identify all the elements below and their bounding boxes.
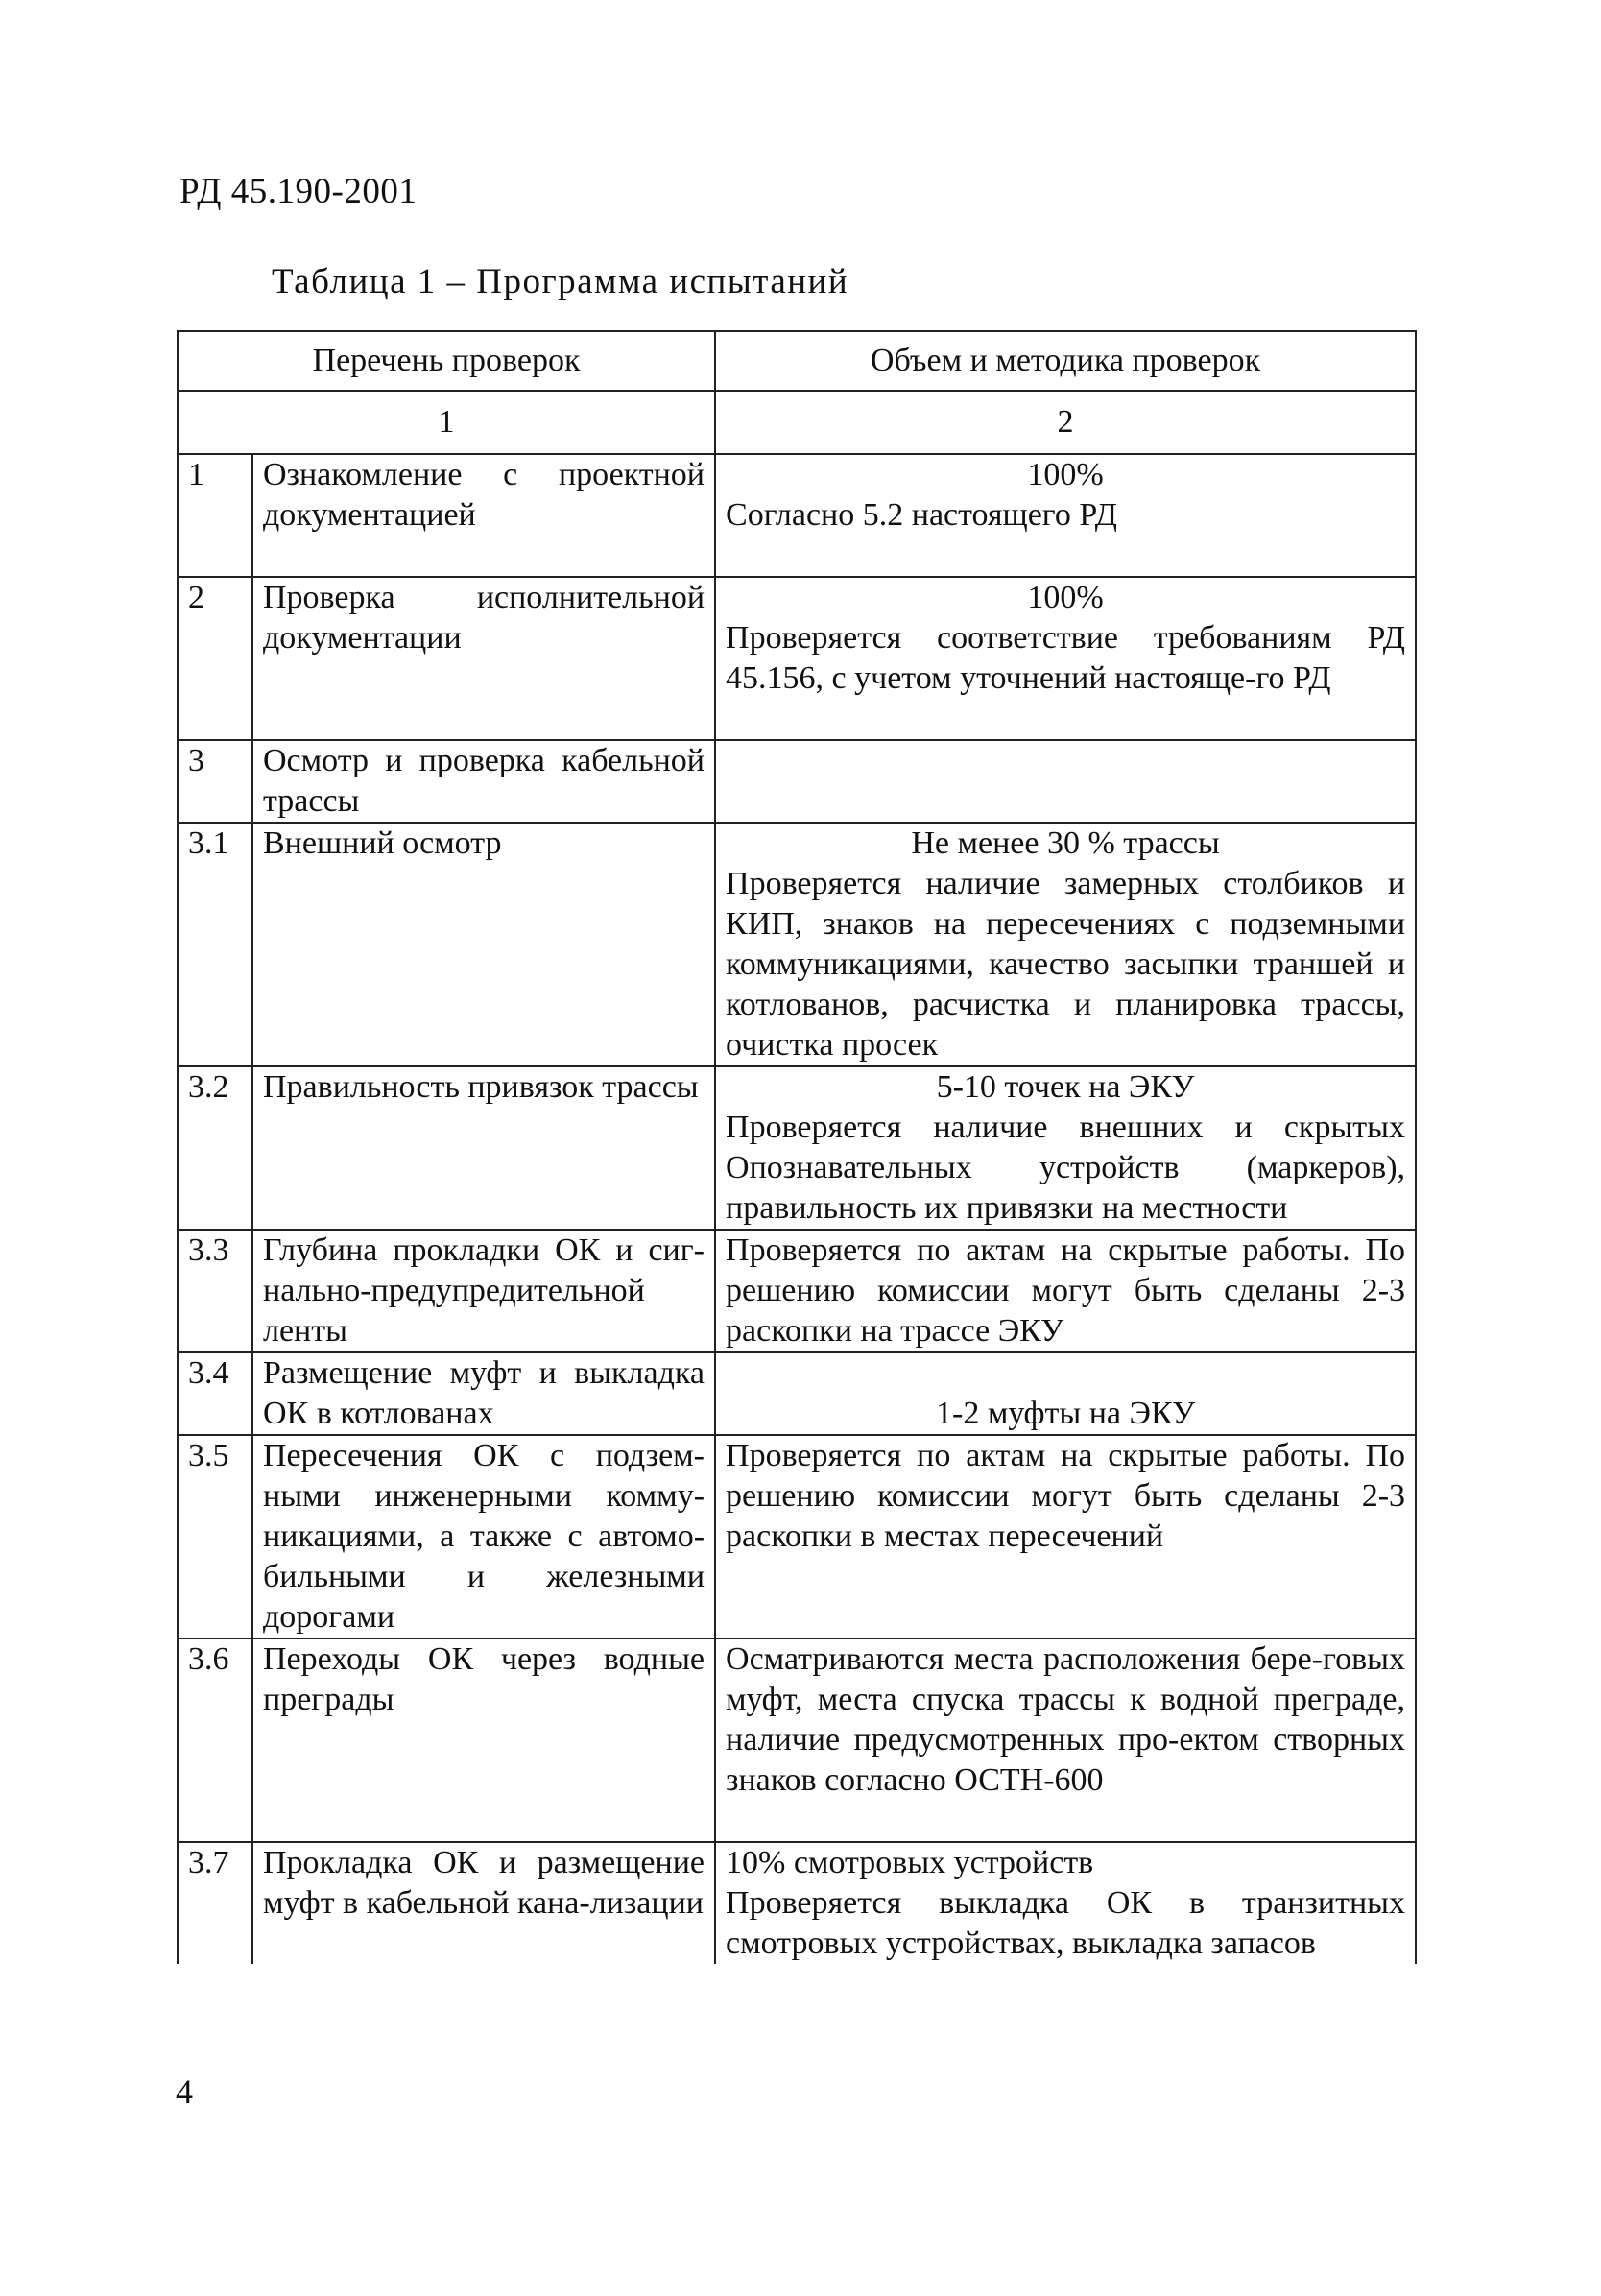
check-method: Осматриваются места расположения бере-говых муфт, места спуска трассы к водной преграде, наличие предусмотренных про-ектом створных знаков согласно ОСТН-600 [726, 1641, 1406, 1798]
row-number: 3.1 [178, 823, 252, 1066]
check-name: Пересечения ОК с подзем-ными инженерными комму-никациями, а также с автомо-бильными и железными дорогами [252, 1435, 715, 1638]
check-method: Проверяется наличие замерных столбиков и КИП, знаков на пересечениях с подземными коммуникациями, качество засыпки траншей и котлованов, расчистка и планировка трассы, очистка просек [726, 866, 1406, 1063]
check-volume: 100% [1027, 580, 1104, 615]
row-number: 3 [178, 740, 252, 823]
check-volume: 5-10 точек на ЭКУ [936, 1069, 1195, 1105]
check-name: Прокладка ОК и размещение муфт в кабельной кана-лизации [252, 1842, 715, 1964]
table-row [178, 577, 1416, 740]
row-number: 1 [178, 454, 252, 577]
check-name: Глубина прокладки ОК и сиг-нально-предупредительной ленты [252, 1230, 715, 1352]
table-row [178, 1352, 1416, 1435]
header-checks-list: Перечень проверок [178, 331, 715, 391]
row-number: 3.5 [178, 1435, 252, 1638]
check-name: Размещение муфт и выкладка ОК в котлованах [252, 1352, 715, 1435]
table-row [178, 454, 1416, 577]
table-row [178, 1435, 1416, 1638]
column-number-2: 2 [715, 391, 1416, 454]
check-method: Проверяется по актам на скрытые работы. По решению комиссии могут быть сделаны 2-3 раскопки в местах пересечений [726, 1438, 1406, 1554]
table-row [178, 1842, 1416, 1964]
check-name: Осмотр и проверка кабельной трассы [252, 740, 715, 823]
check-method: Согласно 5.2 настоящего РД [726, 497, 1117, 533]
check-method: Проверяется соответствие требованиям РД 45.156, с учетом уточнений настояще-го РД [726, 620, 1406, 696]
column-number-row [178, 391, 1416, 454]
check-volume: Не менее 30 % трассы [911, 825, 1220, 861]
row-number: 3.6 [178, 1638, 252, 1842]
check-volume-cell [715, 1435, 1416, 1638]
test-program-table-container [177, 330, 1415, 1964]
table-row [178, 1638, 1416, 1842]
check-volume-cell [715, 454, 1416, 577]
check-volume-cell [715, 823, 1416, 1066]
check-name: Ознакомление с проектной документацией [252, 454, 715, 577]
row-number: 3.4 [178, 1352, 252, 1435]
table-row [178, 740, 1416, 823]
check-volume: 10% смотровых устройств [726, 1845, 1094, 1880]
check-volume: 1-2 муфты на ЭКУ [936, 1396, 1196, 1431]
check-volume-cell [715, 1352, 1416, 1435]
row-number: 2 [178, 577, 252, 740]
test-program-table [177, 330, 1417, 1964]
check-volume-cell [715, 1842, 1416, 1964]
page-number: 4 [176, 2072, 193, 2111]
check-volume-cell [715, 1066, 1416, 1230]
table-row [178, 823, 1416, 1066]
row-number: 3.7 [178, 1842, 252, 1964]
column-number-1: 1 [178, 391, 715, 454]
check-name: Переходы ОК через водные преграды [252, 1638, 715, 1842]
table-caption: Таблица 1 – Программа испытаний [272, 262, 849, 301]
check-method: Проверяется наличие внешних и скрытых Опознавательных устройств (маркеров), правильность их привязки на местности [726, 1110, 1406, 1226]
table-header-row [178, 331, 1416, 391]
row-number: 3.2 [178, 1066, 252, 1230]
header-volume-method: Объем и методика проверок [715, 331, 1416, 391]
table-row [178, 1230, 1416, 1352]
check-volume: 100% [1027, 457, 1104, 492]
check-volume-cell [715, 740, 1416, 823]
check-method: Проверяется выкладка ОК в транзитных смотровых устройствах, выкладка запасов [726, 1885, 1406, 1961]
table-row [178, 1066, 1416, 1230]
row-number: 3.3 [178, 1230, 252, 1352]
check-volume-cell [715, 1230, 1416, 1352]
check-volume-cell [715, 1638, 1416, 1842]
check-name: Проверка исполнительной документации [252, 577, 715, 740]
check-name: Правильность привязок трассы [252, 1066, 715, 1230]
document-code: РД 45.190-2001 [179, 172, 418, 211]
check-volume-cell [715, 577, 1416, 740]
check-method: Проверяется по актам на скрытые работы. По решению комиссии могут быть сделаны 2-3 раскопки на трассе ЭКУ [726, 1232, 1406, 1349]
check-name: Внешний осмотр [252, 823, 715, 1066]
